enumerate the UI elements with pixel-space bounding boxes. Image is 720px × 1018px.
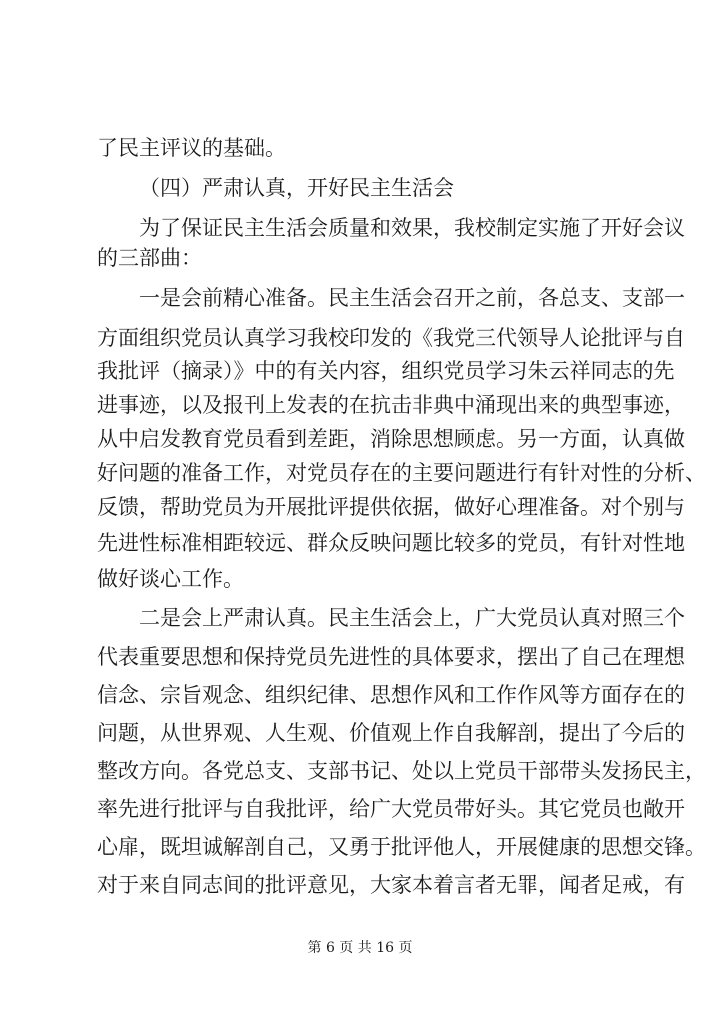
text-line: 的三部曲：	[97, 246, 202, 270]
text-line: 二是会上严肃认真。民主生活会上，广大党员认真对照三个	[139, 606, 685, 630]
text-line: 问题，从世界观、人生观、价值观上作自我解剖，提出了今后的	[97, 721, 685, 745]
text-line: 率先进行批评与自我批评，给广大党员带好头。其它党员也敞开	[97, 797, 685, 821]
text-line: 进事迹，以及报刊上发表的在抗击非典中涌现出来的典型事迹，	[97, 393, 685, 417]
page-number: 第 6 页 共 16 页	[307, 940, 413, 956]
text-line: 信念、宗旨观念、组织纪律、思想作风和工作作风等方面存在的	[97, 683, 685, 707]
text-line: 从中启发教育党员看到差距，消除思想顾虑。另一方面，认真做	[97, 427, 685, 451]
text-line: 代表重要思想和保持党员先进性的具体要求，摆出了自己在理想	[97, 645, 685, 669]
text-line: 一是会前精心准备。民主生活会召开之前，各总支、支部一	[139, 286, 685, 310]
text-line: 我批评（摘录）》中的有关内容，组织党员学习朱云祥同志的先	[97, 359, 675, 383]
text-line: 好问题的准备工作，对党员存在的主要问题进行有针对性的分析、	[97, 461, 706, 485]
text-line: 对于来自同志间的批评意见，大家本着言者无罪，闻者足戒，有	[97, 873, 685, 897]
text-line: 整改方向。各党总支、支部书记、处以上党员干部带头发扬民主，	[97, 759, 706, 783]
text-line: 方面组织党员认真学习我校印发的《我党三代领导人论批评与自	[97, 326, 685, 350]
text-line: 做好谈心工作。	[97, 567, 244, 591]
text-line: 先进性标准相距较远、群众反映问题比较多的党员，有针对性地	[97, 531, 685, 555]
text-line: 心扉，既坦诚解剖自己，又勇于批评他人，开展健康的思想交锋。	[97, 835, 706, 859]
text-line: 为了保证民主生活会质量和效果，我校制定实施了开好会议	[139, 216, 685, 240]
section-heading: （四）严肃认真，开好民主生活会	[139, 176, 454, 200]
text-line: 了民主评议的基础。	[97, 136, 286, 160]
text-line: 反馈，帮助党员为开展批评提供依据，做好心理准备。对个别与	[97, 495, 685, 519]
